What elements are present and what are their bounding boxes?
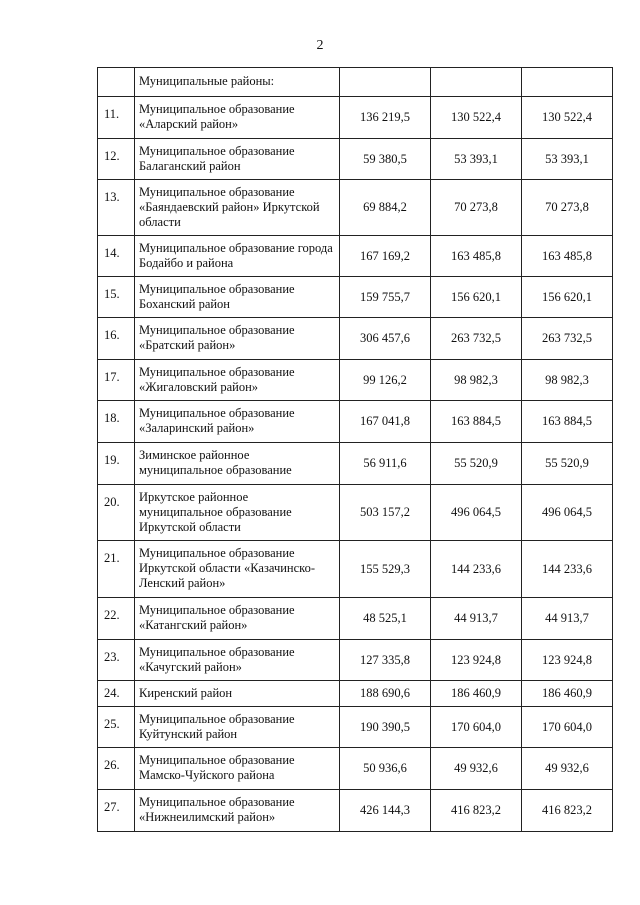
district-name: Муниципальное образование «Качугский район» [135,640,340,681]
table-row [98,318,613,360]
table-row [98,443,613,485]
district-name: Муниципальное образование города Бодайбо и района [135,236,340,277]
district-name: Муниципальное образование Боханский район [135,277,340,318]
value-cell [522,68,613,97]
row-number: 20. [98,485,135,541]
value-3: 416 823,2 [522,790,613,832]
value-3: 263 732,5 [522,318,613,360]
row-number: 18. [98,401,135,443]
value-3: 49 932,6 [522,748,613,790]
table-row [98,401,613,443]
district-name: Муниципальное образование «Катангский район» [135,598,340,640]
value-1: 136 219,5 [340,97,431,139]
value-1: 69 884,2 [340,180,431,236]
value-1: 188 690,6 [340,681,431,707]
table-row [98,598,613,640]
row-number: 14. [98,236,135,277]
row-number: 13. [98,180,135,236]
value-2: 44 913,7 [431,598,522,640]
row-number: 24. [98,681,135,707]
table-row [98,485,613,541]
value-2: 163 485,8 [431,236,522,277]
value-1: 50 936,6 [340,748,431,790]
table-row [98,541,613,598]
value-2: 49 932,6 [431,748,522,790]
value-2: 156 620,1 [431,277,522,318]
district-name: Иркутское районное муниципальное образование Иркутской области [135,485,340,541]
table-row [98,640,613,681]
district-name: Муниципальное образование «Жигаловский район» [135,360,340,401]
value-2: 98 982,3 [431,360,522,401]
table-row [98,277,613,318]
row-number: 22. [98,598,135,640]
district-name: Муниципальное образование «Братский район» [135,318,340,360]
district-name: Муниципальное образование «Баяндаевский район» Иркутской области [135,180,340,236]
section-header-row [98,68,613,97]
value-3: 170 604,0 [522,707,613,748]
district-name: Киренский район [135,681,340,707]
table-row [98,236,613,277]
value-1: 167 169,2 [340,236,431,277]
district-name: Муниципальное образование Балаганский район [135,139,340,180]
value-1: 127 335,8 [340,640,431,681]
value-1: 159 755,7 [340,277,431,318]
table-row [98,707,613,748]
row-number-cell [98,68,135,97]
value-cell [431,68,522,97]
value-2: 186 460,9 [431,681,522,707]
value-2: 144 233,6 [431,541,522,598]
row-number: 27. [98,790,135,832]
district-name: Муниципальное образование «Нижнеилимский район» [135,790,340,832]
value-3: 123 924,8 [522,640,613,681]
table-row [98,180,613,236]
value-2: 130 522,4 [431,97,522,139]
value-cell [340,68,431,97]
value-3: 163 884,5 [522,401,613,443]
table-row [98,681,613,707]
value-3: 98 982,3 [522,360,613,401]
row-number: 23. [98,640,135,681]
value-3: 496 064,5 [522,485,613,541]
value-3: 156 620,1 [522,277,613,318]
value-3: 130 522,4 [522,97,613,139]
value-3: 44 913,7 [522,598,613,640]
district-name: Муниципальное образование «Аларский район» [135,97,340,139]
row-number: 12. [98,139,135,180]
value-3: 70 273,8 [522,180,613,236]
district-name: Муниципальное образование «Заларинский район» [135,401,340,443]
value-1: 190 390,5 [340,707,431,748]
value-3: 186 460,9 [522,681,613,707]
table-row [98,139,613,180]
value-2: 416 823,2 [431,790,522,832]
section-header: Муниципальные районы: [135,68,340,97]
district-name: Муниципальное образование Иркутской области «Казачинско-Ленский район» [135,541,340,598]
value-1: 503 157,2 [340,485,431,541]
table-row [98,360,613,401]
value-2: 163 884,5 [431,401,522,443]
value-2: 263 732,5 [431,318,522,360]
district-name: Зиминское районное муниципальное образование [135,443,340,485]
page-number: 2 [316,38,324,53]
district-name: Муниципальное образование Куйтунский район [135,707,340,748]
value-3: 53 393,1 [522,139,613,180]
value-2: 170 604,0 [431,707,522,748]
row-number: 26. [98,748,135,790]
value-2: 55 520,9 [431,443,522,485]
value-1: 155 529,3 [340,541,431,598]
row-number: 19. [98,443,135,485]
row-number: 16. [98,318,135,360]
value-3: 163 485,8 [522,236,613,277]
value-1: 426 144,3 [340,790,431,832]
row-number: 25. [98,707,135,748]
value-2: 53 393,1 [431,139,522,180]
table-row [98,748,613,790]
row-number: 17. [98,360,135,401]
value-2: 496 064,5 [431,485,522,541]
value-1: 306 457,6 [340,318,431,360]
row-number: 11. [98,97,135,139]
table-row [98,790,613,832]
budget-table [97,67,613,832]
row-number: 21. [98,541,135,598]
district-name: Муниципальное образование Мамско-Чуйского района [135,748,340,790]
value-2: 123 924,8 [431,640,522,681]
table-row [98,97,613,139]
value-1: 167 041,8 [340,401,431,443]
value-2: 70 273,8 [431,180,522,236]
row-number: 15. [98,277,135,318]
value-1: 48 525,1 [340,598,431,640]
value-3: 55 520,9 [522,443,613,485]
value-3: 144 233,6 [522,541,613,598]
value-1: 56 911,6 [340,443,431,485]
value-1: 99 126,2 [340,360,431,401]
value-1: 59 380,5 [340,139,431,180]
